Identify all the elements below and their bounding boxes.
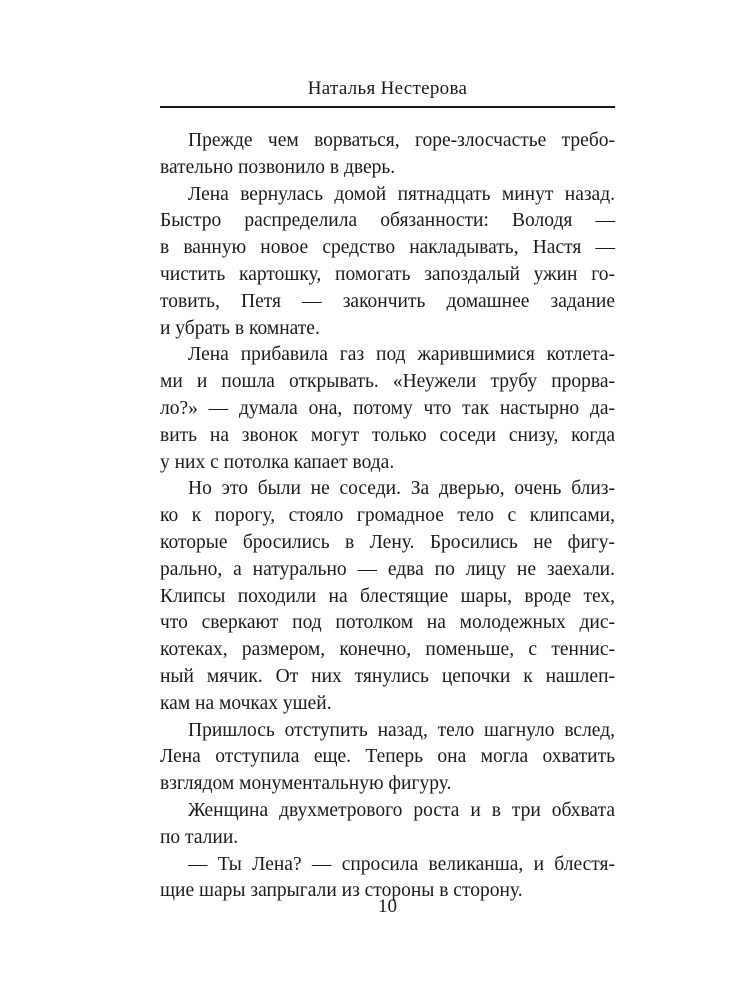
text-line: Клипсы походили на блестящие шары, вроде тех, [160, 585, 615, 607]
text-line: кам на мочках ушей. [160, 692, 332, 714]
text-line: у них с потолка капает вода. [160, 451, 395, 473]
paragraph [160, 128, 615, 182]
text-line: Но это были не соседи. За дверью, очень близ- [188, 478, 615, 500]
body-text [160, 128, 615, 905]
text-line: взглядом монументальную фигуру. [160, 773, 452, 795]
paragraph [160, 798, 615, 852]
text-line: по талии. [160, 826, 239, 848]
paragraph [160, 476, 615, 717]
text-line: ко к порогу, стояло громадное тело с клипсами, [160, 505, 615, 527]
text-line: и убрать в комнате. [160, 317, 320, 339]
running-header: Наталья Нестерова [307, 78, 468, 99]
text-line: Лена отступила еще. Теперь она могла охватить [160, 746, 615, 768]
text-line: вить на звонок могут только соседи снизу, когда [160, 424, 615, 446]
header-rule [160, 106, 615, 108]
page-number: 10 [378, 896, 397, 917]
text-line: Пришлось отступить назад, тело шагнуло вслед, [188, 719, 615, 741]
paragraph [160, 718, 615, 798]
text-line: рально, а натурально — едва по лицу не заехали. [160, 558, 615, 580]
paragraph [160, 182, 615, 343]
text-line: — Ты Лена? — спросила великанша, и блестя- [188, 853, 615, 875]
text-line: котеках, размером, конечно, поменьше, с теннис- [160, 639, 615, 661]
text-line: что сверкают под потолком на молодежных дис- [160, 612, 615, 634]
text-line: товить, Петя — закончить домашнее задание [160, 290, 615, 312]
text-line: щие шары запрыгали из стороны в сторону. [160, 880, 523, 902]
text-line: Лена прибавила газ под жарившимися котлета- [188, 344, 615, 366]
text-line: которые бросились в Лену. Бросились не фигу- [160, 531, 615, 553]
text-line: в ванную новое средство накладывать, Настя — [160, 237, 615, 259]
text-line: Быстро распределила обязанности: Володя — [160, 210, 615, 232]
text-line: ло?» — думала она, потому что так настырно да- [160, 397, 615, 419]
text-line: ный мячик. От них тянулись цепочки к нашлеп- [160, 665, 615, 687]
text-line: вательно позвонило в дверь. [160, 156, 396, 178]
text-line: Женщина двухметрового роста и в три обхвата [188, 799, 615, 821]
text-line: Лена вернулась домой пятнадцать минут назад. [188, 183, 615, 205]
text-line: чистить картошку, помогать запоздалый ужин го- [160, 263, 615, 285]
text-line: ми и пошла открывать. «Неужели трубу прорва- [160, 371, 615, 393]
text-line: Прежде чем ворваться, горе-злосчастье требо- [188, 130, 615, 151]
paragraph [160, 342, 615, 476]
